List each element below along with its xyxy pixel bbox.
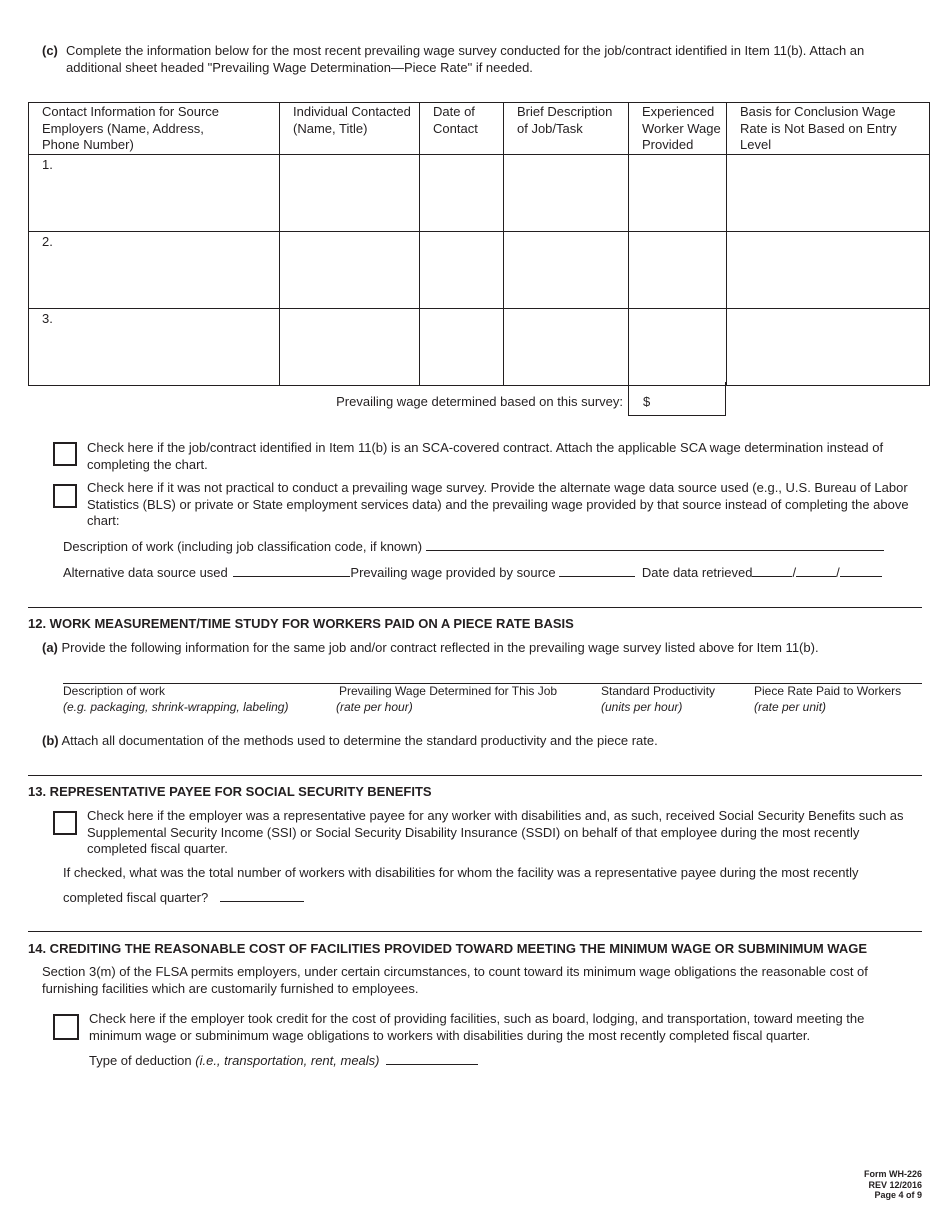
form-revision: REV 12/2016 [868,1179,922,1190]
row-1-individual-cell[interactable] [280,154,420,231]
alternative-source-row [63,564,882,580]
col-productivity-label: Standard Productivity [601,684,716,698]
row-2-date-cell[interactable] [420,231,504,308]
col-productivity-sub: (units per hour) [601,699,683,714]
col-individual-contacted: Individual Contacted (Name, Title) [280,103,420,155]
payee-question-line-2: completed fiscal quarter? [63,890,209,905]
alternative-source-input[interactable] [233,564,350,577]
section-12b-letter: (b) [42,733,59,748]
row-3-basis-cell[interactable] [727,308,930,385]
section-12b [42,733,658,748]
deduction-hint: (i.e., transportation, rent, meals) [195,1053,380,1068]
item-11c [42,43,912,76]
form-footer [864,1169,922,1201]
date-retrieved-label: Date data retrieved [641,565,753,580]
prevailing-wage-survey-label: Prevailing wage determined based on this survey: [336,394,623,409]
section-12a [42,640,819,655]
row-3-date-cell[interactable] [420,308,504,385]
facilities-credit-text: Check here if the employer took credit for the cost of providing facilities, such as board, lodging, and transportation, toward meeting the minimum wage or subminimum wage obligations to workers with disabilities during the most recently completed fiscal quarter. [89,1011,865,1043]
section-12a-letter: (a) [42,640,58,655]
prevailing-by-source-input[interactable] [559,564,635,577]
date-day-input[interactable] [796,564,836,577]
deduction-label: Type of deduction [89,1053,192,1068]
payee-question-line-1: If checked, what was the total number of workers with disabilities for whom the facility was a representative payee during the most recently [63,865,859,880]
row-3-number[interactable]: 3. [29,308,280,385]
payee-count-input[interactable] [220,889,304,902]
section-13-title: 13. REPRESENTATIVE PAYEE FOR SOCIAL SECURITY BENEFITS [28,784,432,799]
sca-contract-checkbox[interactable] [53,442,77,466]
row-1-wage-cell[interactable] [629,154,727,231]
prevailing-wage-survey-table [28,102,930,386]
col-job-description: Brief Description of Job/Task [504,103,629,155]
alternate-data-text: Check here if it was not practical to conduct a prevailing wage survey. Provide the alternate wage data source used (e.g., U.S. Bureau of Labor Statistics (BLS) or private or State employment services data) and the prevailing wage provided by that source instead of completing the above chart: [87,480,909,528]
piece-rate-col-prevailing [336,684,557,715]
col-prevailing-label: Prevailing Wage Determined for This Job [339,684,558,698]
piece-rate-col-productivity [601,684,715,715]
table-header-row [29,103,930,155]
deduction-row [89,1052,478,1068]
row-2-description-cell[interactable] [504,231,629,308]
table-row [29,308,930,385]
alternative-source-label: Alternative data source used [63,565,228,580]
row-2-basis-cell[interactable] [727,231,930,308]
section-12-title: 12. WORK MEASUREMENT/TIME STUDY FOR WORKERS PAID ON A PIECE RATE BASIS [28,616,574,631]
form-number: Form WH-226 [863,1169,922,1179]
row-1-number[interactable]: 1. [29,154,280,231]
alternate-data-checkbox[interactable] [53,484,77,508]
section-12b-text: Attach all documentation of the methods used to determine the standard productivity and the piece rate. [61,733,658,748]
row-1-date-cell[interactable] [420,154,504,231]
prevailing-wage-survey-field[interactable] [628,382,726,416]
divider [28,931,922,932]
sca-contract-text: Check here if the job/contract identified in Item 11(b) is an SCA-covered contract. Attach the applicable SCA wage determination instead of completing the chart. [87,440,884,472]
prevailing-by-source-label: Prevailing wage provided by source [350,565,556,580]
table-row [29,154,930,231]
date-month-input[interactable] [752,564,792,577]
date-year-input[interactable] [840,564,882,577]
col-prevailing-sub: (rate per hour) [336,699,413,714]
col-basis-conclusion: Basis for Conclusion Wage Rate is Not Based on Entry Level [727,103,930,155]
row-3-wage-cell[interactable] [629,308,727,385]
date-slash-1: / [792,565,797,580]
row-2-wage-cell[interactable] [629,231,727,308]
col-description-sub: (e.g. packaging, shrink-wrapping, labeling) [63,699,289,714]
section-14-intro: Section 3(m) of the FLSA permits employers, under certain circumstances, to count toward its minimum wage obligations the reasonable cost of furnishing facilities which are customarily furnished to employees. [42,964,868,996]
page-number: Page 4 of 9 [874,1190,922,1200]
col-rate-sub: (rate per unit) [754,699,827,714]
divider [28,775,922,776]
row-3-individual-cell[interactable] [280,308,420,385]
representative-payee-text: Check here if the employer was a representative payee for any worker with disabilities and, as such, received Social Security Benefits such as Supplemental Security Income (SSI) or Social Security Disability Insurance (SSDI) on behalf of that employee during the most recently completed fiscal quarter. [87,808,904,856]
col-contact-info: Contact Information for Source Employers (Name, Address, Phone Number) [29,103,280,155]
item-11c-letter: (c) [42,43,58,58]
description-of-work-row [63,538,884,554]
table-row [29,231,930,308]
row-1-description-cell[interactable] [504,154,629,231]
item-11c-text: Complete the information below for the most recent prevailing wage survey conducted for the job/contract identified in Item 11(b). Attach an additional sheet headed "Prevailing Wage Determination—Piece Rate" if needed. [66,43,865,75]
section-12a-text: Provide the following information for the same job and/or contract reflected in the prevailing wage survey listed above for Item 11(b). [61,640,819,655]
facilities-credit-checkbox[interactable] [53,1014,79,1040]
section-14-title: 14. CREDITING THE REASONABLE COST OF FACILITIES PROVIDED TOWARD MEETING THE MINIMUM WAGE OR SUBMINIMUM WAGE [28,941,868,956]
row-1-basis-cell[interactable] [727,154,930,231]
payee-question-row [63,889,304,905]
col-rate-label: Piece Rate Paid to Workers [754,684,902,698]
col-experienced-wage: Experienced Worker Wage Provided [629,103,727,155]
dollar-sign: $ [643,394,651,409]
description-of-work-input[interactable] [426,538,884,551]
deduction-type-input[interactable] [386,1052,478,1065]
piece-rate-col-rate [754,684,901,715]
date-slash-2: / [836,565,840,580]
row-2-individual-cell[interactable] [280,231,420,308]
representative-payee-checkbox[interactable] [53,811,77,835]
row-3-description-cell[interactable] [504,308,629,385]
divider [28,607,922,608]
piece-rate-col-description [63,684,288,715]
row-2-number[interactable]: 2. [29,231,280,308]
col-date-of-contact: Date of Contact [420,103,504,155]
description-of-work-label: Description of work (including job classification code, if known) [63,539,423,554]
col-description-label: Description of work [63,684,166,698]
